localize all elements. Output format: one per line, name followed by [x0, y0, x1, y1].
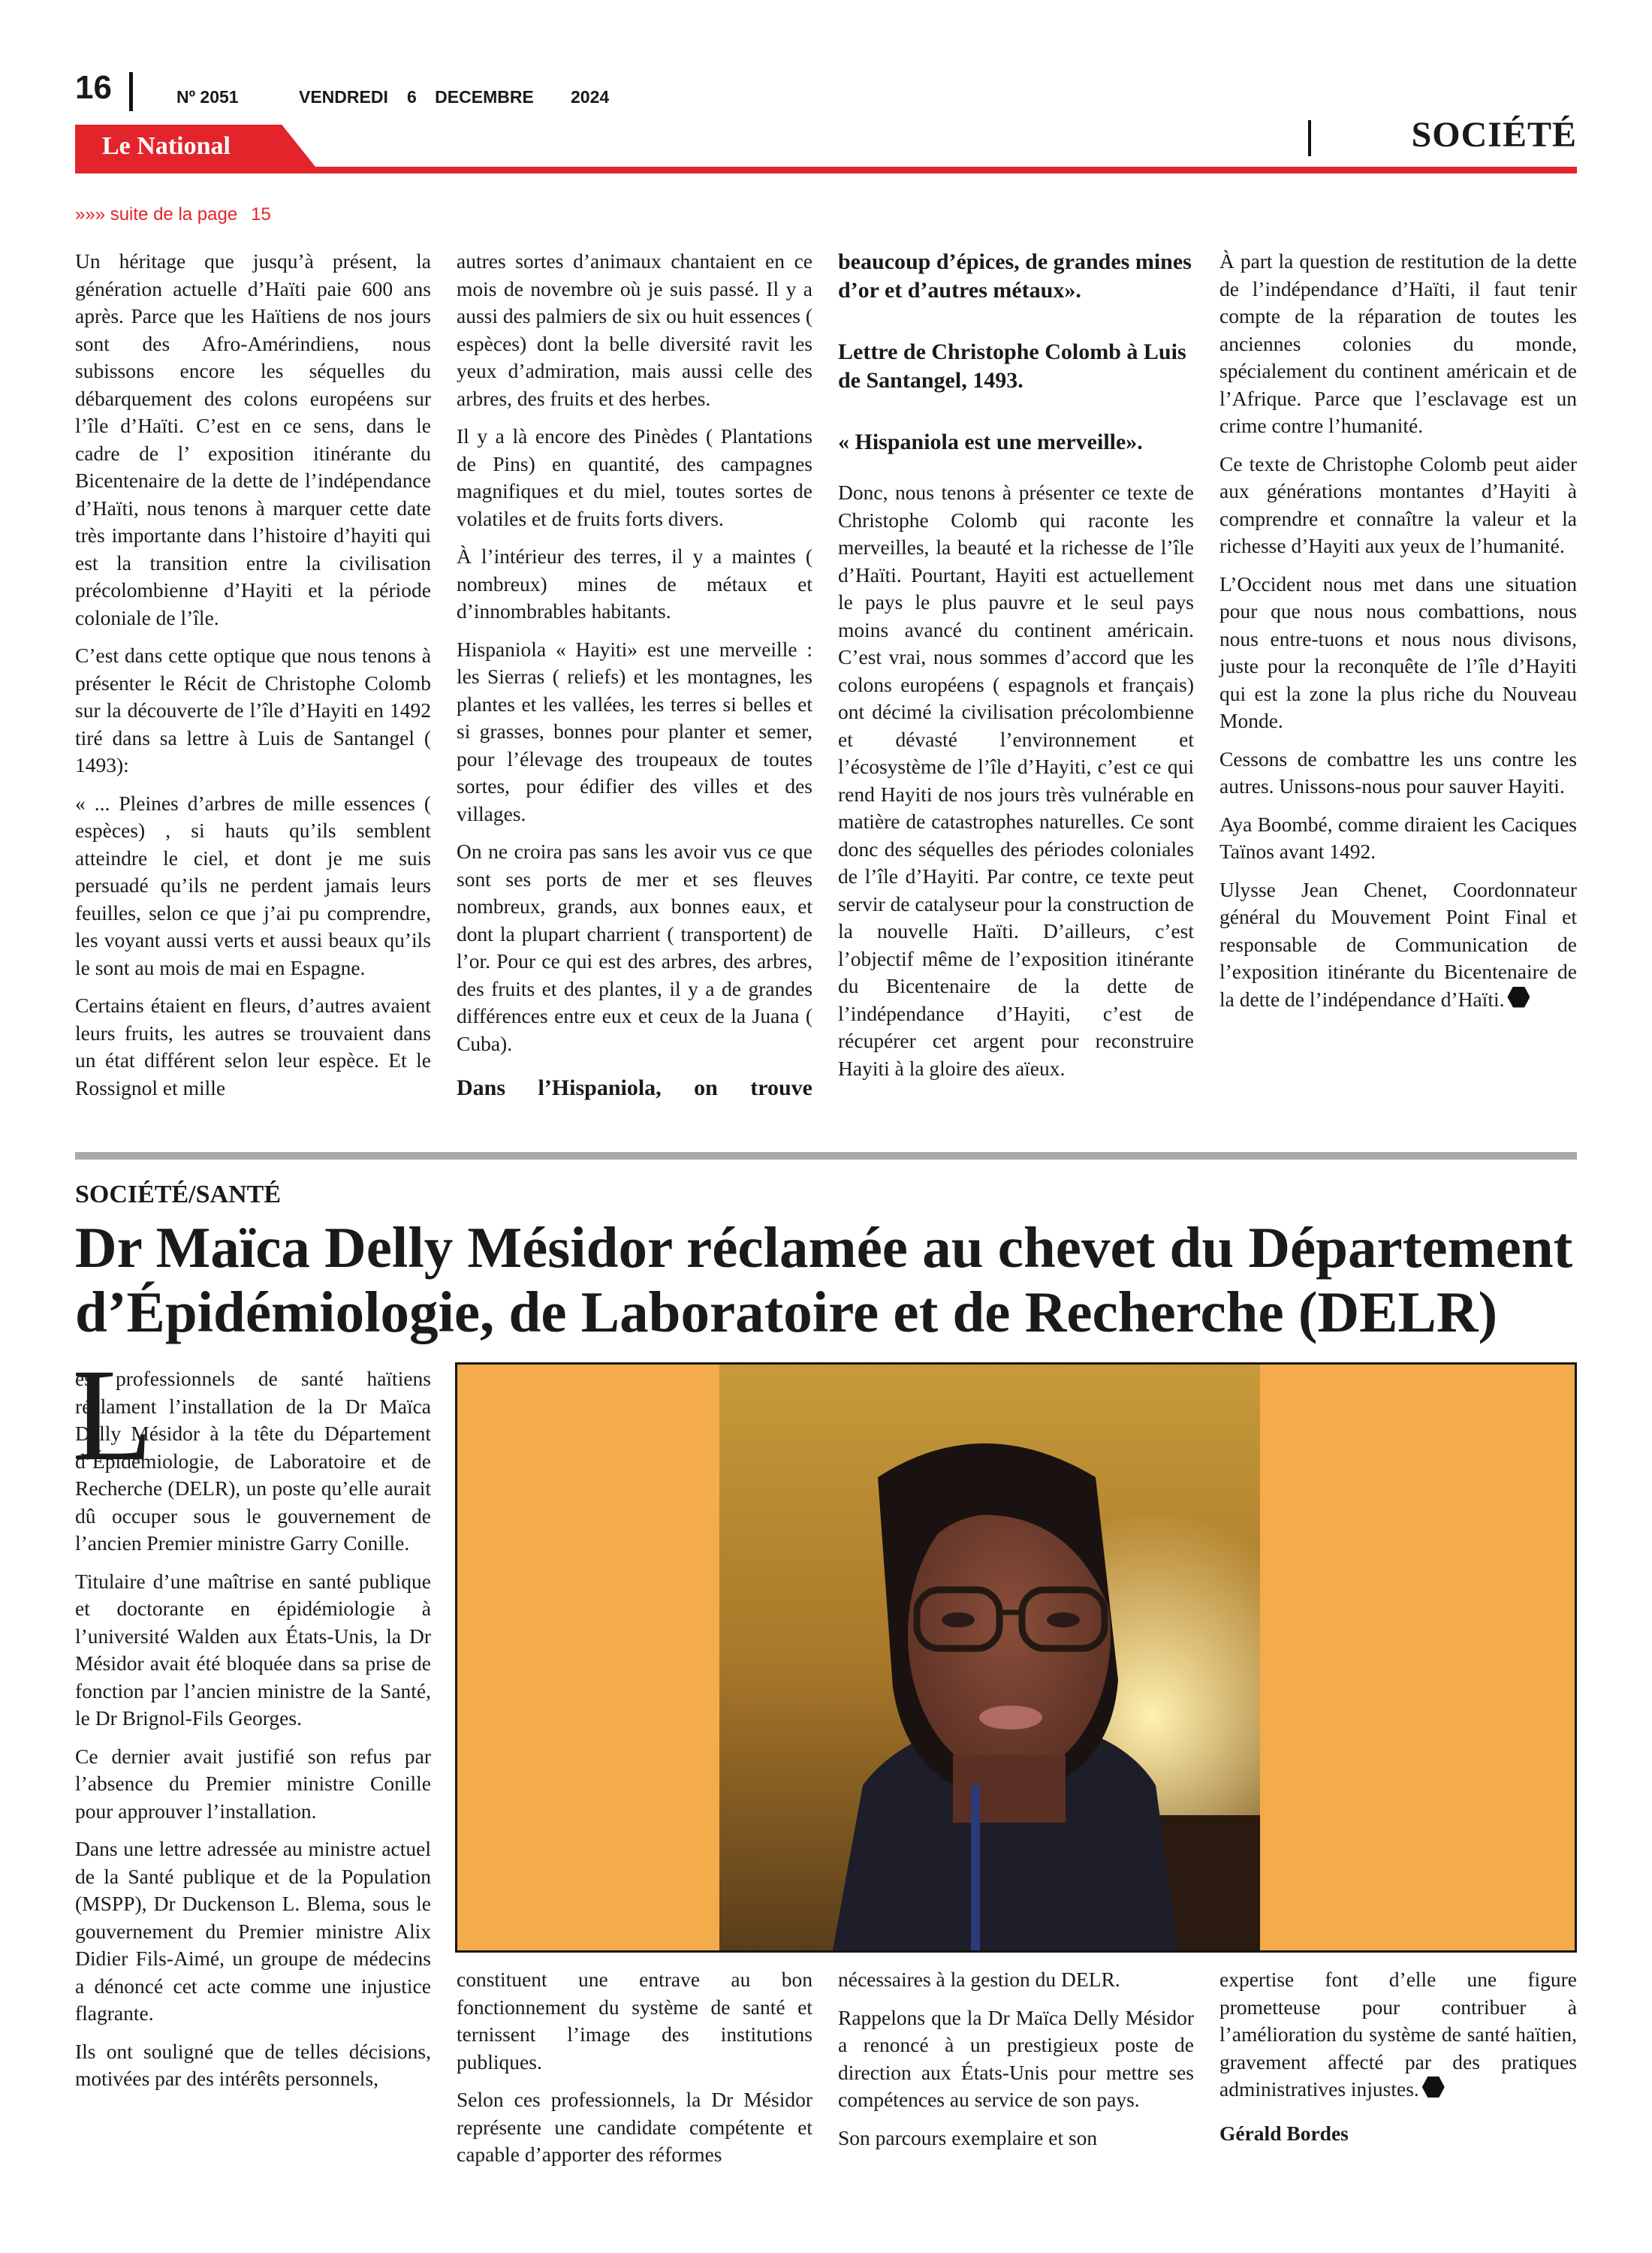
- page-number: 16: [75, 69, 112, 106]
- paragraph: Un héritage que jusqu’à présent, la génération actuelle d’Haïti paie 600 ans après. Parce que les Haïtiens de nos jours sont des Afro-Amérindiens, nous subissons encore les séquelles du débarquement des colons européens sur l’île d’Haïti. C’est en ce sens, dans le cadre de l’ exposition itinérante du Bicentenaire de la dette de l’indépendance d’Haïti, nous tenons à marquer cette date très importante dans l’histoire d’hayiti qui est la transition entre la civilisation précolombienne d’Hayiti et la période coloniale de l’île.: [75, 249, 431, 629]
- paragraph: Ils ont souligné que de telles décisions, motivées par des intérêts personnels,: [75, 2039, 431, 2090]
- continued-note: [75, 204, 271, 225]
- author-byline: Gérald Bordes: [1219, 2121, 1349, 2145]
- paragraph: Son parcours exemplaire et son: [838, 2125, 1098, 2149]
- article-headline: Dr Maïca Delly Mésidor réclamée au chevet du Département d’Épidémiologie, de Laboratoire et de Recherche (DELR): [75, 1215, 1573, 1344]
- paragraph: Selon ces professionnels, la Dr Mésidor représente une candidate compétente et capable d’apporter des réformes: [457, 2088, 812, 2166]
- paragraph: L’Occident nous met dans une situation pour que nous nous combattions, nous nous entre-tuons et nous nous divisons, juste pour la reconquête de l’île d’Hayiti qui est la zone la plus riche du Nouveau Monde.: [1219, 572, 1577, 732]
- bold-paragraph: beaucoup d’épices, de grandes mines d’or et d’autres métaux».: [838, 249, 1192, 303]
- paragraph: [1219, 876, 1577, 1014]
- issue-date: 6 DECEMBRE: [407, 87, 534, 107]
- article2-column-3: [838, 1966, 1194, 2162]
- article1-column-4: [1219, 248, 1577, 1024]
- paragraph: Hispaniola « Hayiti» est une merveille : les Sierras ( reliefs) et les montagnes, les plantes et les vallées, les terres si belles et si grasses, bonnes pour planter et semer, pour l’élevage des troupeaux de toutes sortes, pour édifier des villes et des villages.: [457, 637, 812, 825]
- paragraph: Ce dernier avait justifié son refus par l’absence du Premier ministre Conille pour approuver l’installation.: [75, 1744, 431, 1823]
- drop-cap: L: [72, 1342, 153, 1488]
- paragraph: À part la question de restitution de la dette de l’indépendance d’Haïti, il faut tenir compte de la réparation de toutes les anciennes colonies du monde, spécialement du continent américain et de l’Afrique. Parce que l’esclavage est un crime contre l’humanité.: [1219, 249, 1577, 437]
- issue-number: Nº 2051: [176, 87, 239, 107]
- paragraph: On ne croira pas sans les avoir vus ce que sont ses ports de mer et ses fleuves nombreux, grands, aux bonnes eaux, et dont la plupart charrient ( transportent) de l’or. Pour ce qui est des arbres, des arbres, des fruits et des plantes, il y a de grandes différences entre eux et ceux de la Juana ( Cuba).: [457, 840, 812, 1055]
- brand-logo: Le National: [102, 132, 231, 160]
- paragraph: Ce texte de Christophe Colomb peut aider aux générations montantes d’Hayiti à comprendre et connaître la valeur et la richesse d’Hayiti aux yeux de l’humanité.: [1219, 451, 1577, 557]
- letter-reference: Lettre de Christophe Colomb à Luis de Santangel, 1493.: [838, 339, 1186, 393]
- continued-label: »»» suite de la page: [75, 204, 238, 225]
- paragraph: « ... Pleines d’arbres de mille essences ( espèces) , si hauts qu’ils semblent atteindre le ciel, et dont je me suis persuadé qu’ils ne perdent jamais leurs feuilles, selon ce que j’ai pu comprendre, les voyant aussi verts et aussi beaux qu’ils le sont au mois de mai en Espagne.: [75, 791, 431, 979]
- article1-column-2: [457, 248, 812, 1113]
- bold-paragraph: Dans l’Hispaniola, on trouve: [457, 1075, 812, 1100]
- section-title: SOCIÉTÉ: [1411, 115, 1577, 155]
- portrait-photo: [455, 1362, 1577, 1953]
- section-divider: [1308, 120, 1311, 156]
- paragraph: C’est dans cette optique que nous tenons à présenter le Récit de Christophe Colomb sur la découverte de l’île d’Hayiti en 1492 tiré dans sa lettre à Luis de Santangel ( 1493):: [75, 644, 431, 777]
- paragraph: nécessaires à la gestion du DELR.: [838, 1968, 1120, 1991]
- issue-day: VENDREDI: [299, 87, 388, 107]
- paragraph: Rappelons que la Dr Maïca Delly Mésidor a renoncé à un prestigieux poste de direction aux États-Unis pour mettre ses compétences au service de son pays.: [838, 2005, 1194, 2111]
- paragraph: Titulaire d’une maîtrise en santé publique et doctorante en épidémiologie à l’université Walden aux États-Unis, la Dr Mésidor avait été bloquée dans sa prise de fonction par l’ancien ministre de la Santé, le Dr Brignol-Fils Georges.: [75, 1569, 431, 1730]
- paragraph: Certains étaient en fleurs, d’autres avaient leurs fruits, les autres se trouvaient dans un état différent selon leur espèce. Et le Rossignol et mille: [75, 994, 431, 1099]
- paragraph-text: expertise font d’elle une figure prometteuse pour contribuer à l’amélioration du système de santé haïtien, gravement affecté par des pratiques administratives injustes.: [1219, 1968, 1577, 2101]
- paragraph: Donc, nous tenons à présenter ce texte de Christophe Colomb qui raconte les merveilles, la beauté et la richesse de l’île d’Haïti. Pourtant, Hayiti est actuellement le pays le plus pauvre et le seul pays moins avancé du continent américain. C’est vrai, nous sommes d’accord que les colons européens ( espagnols et français) ont décimé la civilisation précolombienne et dévasté l’environnement et l’écosystème de l’île d’Hayiti, c’est ce qui rend Hayiti de nos jours très vulnérable en matière de catastrophes naturelles. Ce sont donc des séquelles des périodes coloniales de l’île d’Hayiti. Par contre, ce texte peut servir de catalyseur pour la construction de la nouvelle Haïti. D’ailleurs, c’est l’objectif même de l’exposition itinérante du Bicentenaire de la dette de l’indépendance d’Hayiti, c’est de récupérer cet argent pour reconstruire Hayiti à la gloire des aïeux.: [838, 481, 1194, 1080]
- end-mark-icon: [1507, 987, 1530, 1008]
- paragraph: autres sortes d’animaux chantaient en ce mois de novembre où je suis passé. Il y a aussi des palmiers de six ou huit essences ( espèces) dont la belle diversité ravit les yeux d’admiration, mais aussi celle des arbres, des fruits et des herbes.: [457, 249, 812, 410]
- article1-column-3: [838, 248, 1194, 1093]
- paragraph: Il y a là encore des Pinèdes ( Plantations de Pins) en quantité, des campagnes magnifiques et du miel, toutes sortes de volatiles et de fruits forts divers.: [457, 424, 812, 530]
- header-divider: [129, 72, 133, 111]
- end-mark-icon: [1422, 2077, 1445, 2098]
- article2-column-4: [1219, 1966, 1577, 2158]
- paragraph: Dans une lettre adressée au ministre actuel de la Santé publique et de la Population (MSPP), Dr Duckenson L. Blema, sous le gouvernement du Premier ministre Alix Didier Fils-Aimé, un groupe de médecins a dénoncé cet acte comme une injustice flagrante.: [75, 1837, 431, 2025]
- paragraph: Cessons de combattre les uns contre les autres. Unissons-nous pour sauver Hayiti.: [1219, 746, 1577, 798]
- continued-page: 15: [251, 204, 271, 225]
- quote-heading: « Hispaniola est une merveille».: [838, 430, 1143, 454]
- article-divider: [75, 1152, 1577, 1160]
- paragraph: [1219, 1966, 1577, 2104]
- article1-column-1: [75, 248, 431, 1112]
- author-signature: Ulysse Jean Chenet, Coordonnateur général du Mouvement Point Final et responsable de Communication de l’exposition itinérante du Bicentenaire de la dette de l’indépendance d’Haïti.: [1219, 877, 1577, 1011]
- portrait-illustration: [457, 1365, 1575, 1950]
- article-kicker: SOCIÉTÉ/SANTÉ: [75, 1181, 281, 1208]
- article2-column-2: [457, 1966, 812, 2179]
- paragraph: constituent une entrave au bon fonctionnement du système de santé et ternissent l’image des institutions publiques.: [457, 1968, 812, 2074]
- lead-paragraph: es professionnels de santé haïtiens réclament l’installation de la Dr Maïca Delly Mésidor à la tête du Département d’Épidémiologie, de Laboratoire et de Recherche (DELR), un poste qu’elle aurait dû occuper sous le gouvernement de l’ancien Premier ministre Garry Conille.: [75, 1367, 431, 1555]
- issue-year: 2024: [571, 87, 610, 107]
- header-rule: [75, 167, 1577, 173]
- paragraph: Aya Boombé, comme diraient les Caciques Taïnos avant 1492.: [1219, 812, 1577, 863]
- paragraph: À l’intérieur des terres, il y a maintes ( nombreux) mines de métaux et d’innombrables habitants.: [457, 544, 812, 623]
- article2-column-1: [75, 1365, 431, 2104]
